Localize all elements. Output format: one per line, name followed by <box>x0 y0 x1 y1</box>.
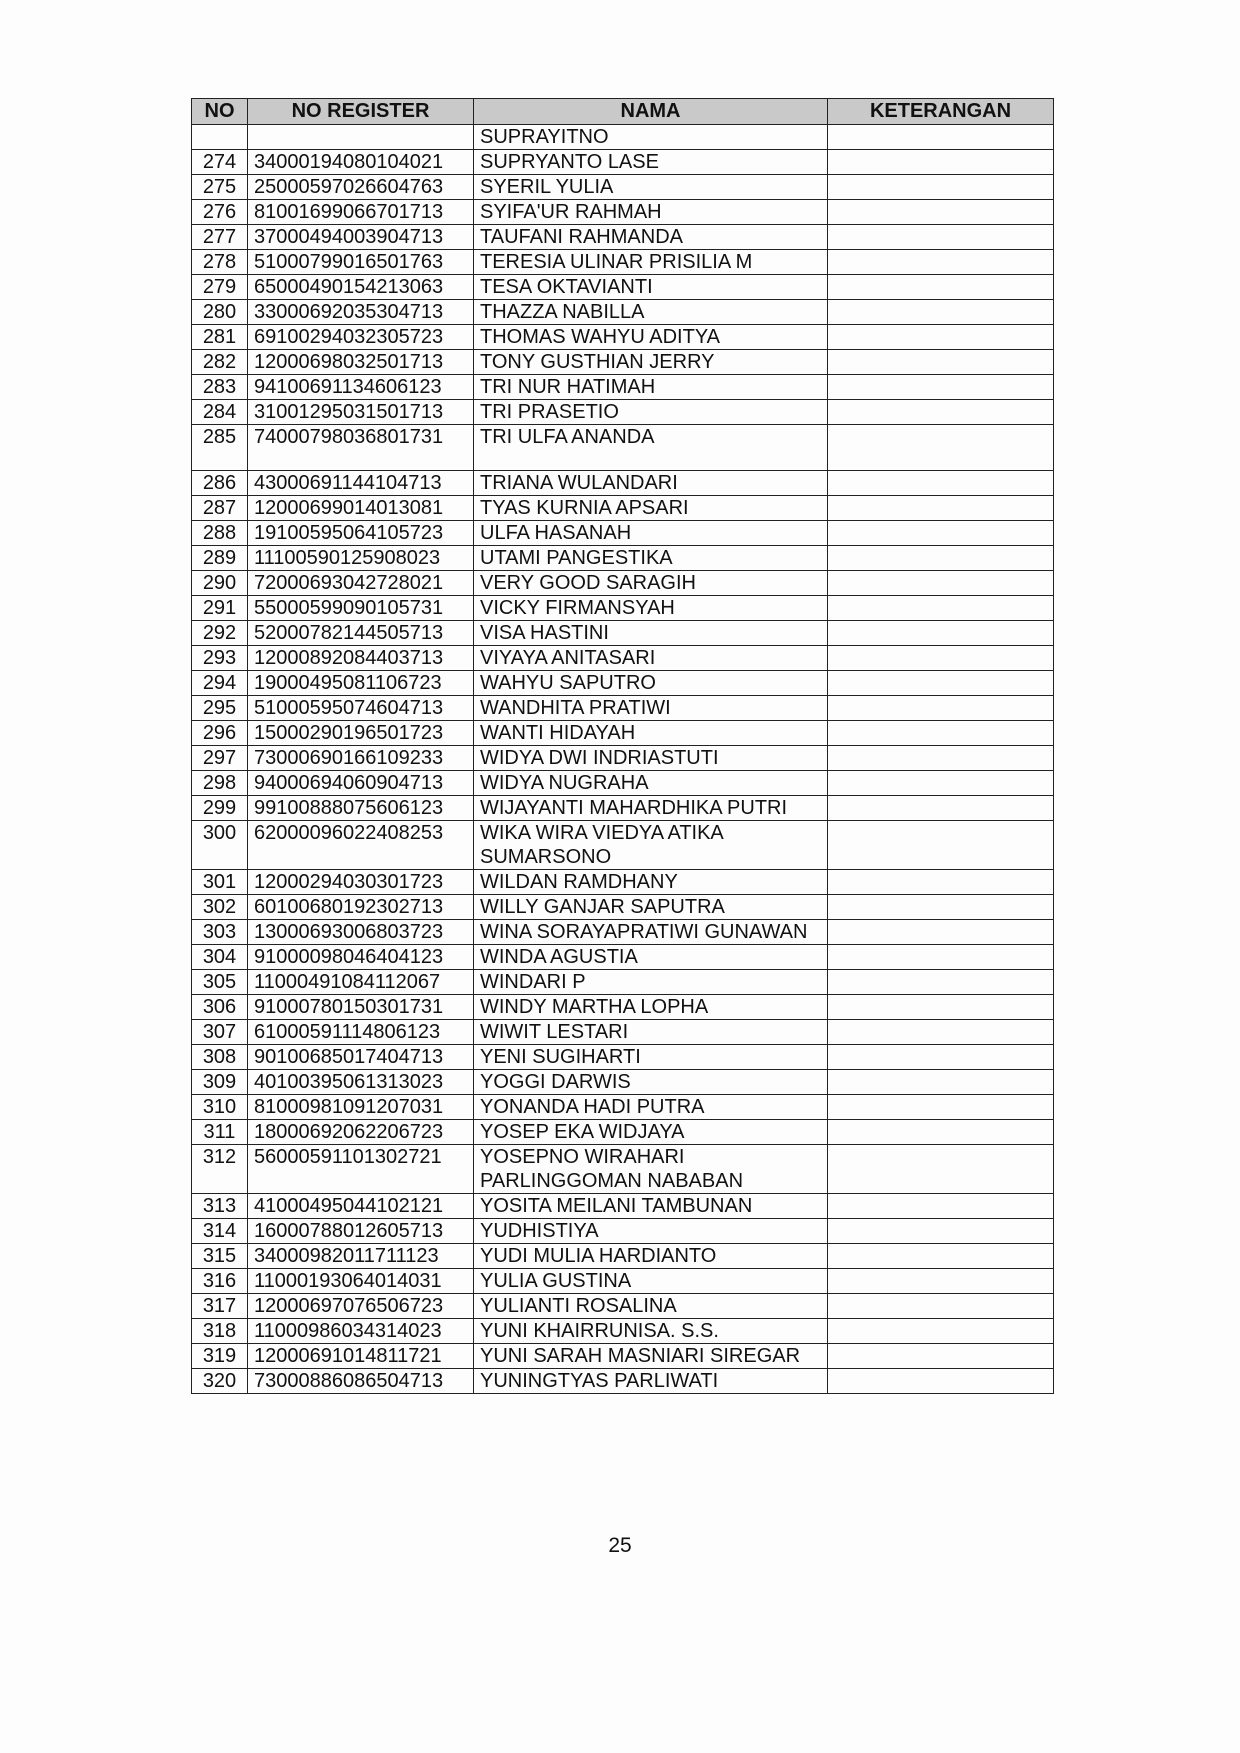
cell-nama: TRIANA WULANDARI <box>474 471 828 496</box>
cell-no: 276 <box>192 200 248 225</box>
cell-no: 316 <box>192 1269 248 1294</box>
table-row <box>192 721 1054 746</box>
cell-no-register: 11000193064014031 <box>248 1269 474 1294</box>
table-row <box>192 596 1054 621</box>
cell-no: 291 <box>192 596 248 621</box>
cell-no: 297 <box>192 746 248 771</box>
cell-no-register: 15000290196501723 <box>248 721 474 746</box>
cell-nama: WILDAN RAMDHANY <box>474 870 828 895</box>
cell-keterangan <box>828 1369 1054 1394</box>
cell-no: 289 <box>192 546 248 571</box>
table-row <box>192 1070 1054 1095</box>
cell-no: 303 <box>192 920 248 945</box>
table-row <box>192 1219 1054 1244</box>
cell-nama: WIWIT LESTARI <box>474 1020 828 1045</box>
header-nama: NAMA <box>474 99 828 125</box>
cell-no-register: 94100691134606123 <box>248 375 474 400</box>
cell-keterangan <box>828 1095 1054 1120</box>
cell-no-register: 19100595064105723 <box>248 521 474 546</box>
cell-keterangan <box>828 546 1054 571</box>
table-row <box>192 400 1054 425</box>
cell-no-register: 11100590125908023 <box>248 546 474 571</box>
cell-nama: WANTI HIDAYAH <box>474 721 828 746</box>
table-row <box>192 1369 1054 1394</box>
cell-nama: VIYAYA ANITASARI <box>474 646 828 671</box>
cell-no-register: 40100395061313023 <box>248 1070 474 1095</box>
cell-no: 288 <box>192 521 248 546</box>
cell-keterangan <box>828 646 1054 671</box>
cell-no: 320 <box>192 1369 248 1394</box>
cell-no-register: 90100685017404713 <box>248 1045 474 1070</box>
cell-no: 296 <box>192 721 248 746</box>
cell-keterangan <box>828 870 1054 895</box>
table-row <box>192 521 1054 546</box>
cell-keterangan <box>828 125 1054 150</box>
cell-nama: VERY GOOD SARAGIH <box>474 571 828 596</box>
cell-no: 282 <box>192 350 248 375</box>
table-row <box>192 895 1054 920</box>
cell-keterangan <box>828 596 1054 621</box>
cell-no <box>192 125 248 150</box>
cell-keterangan <box>828 671 1054 696</box>
cell-keterangan <box>828 821 1054 870</box>
table-row <box>192 646 1054 671</box>
cell-no: 313 <box>192 1194 248 1219</box>
cell-no-register: 41000495044102121 <box>248 1194 474 1219</box>
table-row <box>192 1344 1054 1369</box>
cell-keterangan <box>828 275 1054 300</box>
cell-nama: YULIANTI ROSALINA <box>474 1294 828 1319</box>
cell-no: 300 <box>192 821 248 870</box>
cell-no-register: 12000698032501713 <box>248 350 474 375</box>
cell-keterangan <box>828 1269 1054 1294</box>
cell-no: 311 <box>192 1120 248 1145</box>
cell-keterangan <box>828 1020 1054 1045</box>
cell-no: 314 <box>192 1219 248 1244</box>
table-row <box>192 471 1054 496</box>
cell-no: 286 <box>192 471 248 496</box>
cell-no-register: 34000982011711123 <box>248 1244 474 1269</box>
cell-keterangan <box>828 400 1054 425</box>
cell-nama: YOSEP EKA WIDJAYA <box>474 1120 828 1145</box>
cell-keterangan <box>828 300 1054 325</box>
cell-keterangan <box>828 250 1054 275</box>
cell-keterangan <box>828 1294 1054 1319</box>
table-row <box>192 746 1054 771</box>
cell-keterangan <box>828 200 1054 225</box>
cell-no-register: 25000597026604763 <box>248 175 474 200</box>
cell-nama: THAZZA NABILLA <box>474 300 828 325</box>
cell-no-register <box>248 125 474 150</box>
cell-nama: WIKA WIRA VIEDYA ATIKA SUMARSONO <box>474 821 828 870</box>
table-row <box>192 1020 1054 1045</box>
cell-keterangan <box>828 1219 1054 1244</box>
cell-keterangan <box>828 375 1054 400</box>
cell-no: 310 <box>192 1095 248 1120</box>
cell-no: 307 <box>192 1020 248 1045</box>
cell-keterangan <box>828 621 1054 646</box>
table-row <box>192 375 1054 400</box>
cell-no-register: 73000690166109233 <box>248 746 474 771</box>
cell-no: 305 <box>192 970 248 995</box>
cell-nama: TRI ULFA ANANDA <box>474 425 828 471</box>
cell-no-register: 13000693006803723 <box>248 920 474 945</box>
cell-no: 275 <box>192 175 248 200</box>
cell-no: 308 <box>192 1045 248 1070</box>
cell-nama: WIJAYANTI MAHARDHIKA PUTRI <box>474 796 828 821</box>
cell-keterangan <box>828 1070 1054 1095</box>
cell-nama: SUPRYANTO LASE <box>474 150 828 175</box>
cell-keterangan <box>828 746 1054 771</box>
table-row <box>192 920 1054 945</box>
cell-nama: WIDYA DWI INDRIASTUTI <box>474 746 828 771</box>
cell-no-register: 12000892084403713 <box>248 646 474 671</box>
table-row <box>192 496 1054 521</box>
table-row <box>192 796 1054 821</box>
cell-keterangan <box>828 721 1054 746</box>
cell-no: 278 <box>192 250 248 275</box>
table-row <box>192 250 1054 275</box>
cell-no: 309 <box>192 1070 248 1095</box>
table-row <box>192 970 1054 995</box>
cell-no: 293 <box>192 646 248 671</box>
cell-no: 292 <box>192 621 248 646</box>
cell-nama: YULIA GUSTINA <box>474 1269 828 1294</box>
cell-no-register: 60100680192302713 <box>248 895 474 920</box>
cell-no-register: 34000194080104021 <box>248 150 474 175</box>
cell-no-register: 12000697076506723 <box>248 1294 474 1319</box>
cell-keterangan <box>828 895 1054 920</box>
cell-nama: YUDI MULIA HARDIANTO <box>474 1244 828 1269</box>
cell-nama: VISA HASTINI <box>474 621 828 646</box>
cell-no: 304 <box>192 945 248 970</box>
cell-keterangan <box>828 1120 1054 1145</box>
cell-keterangan <box>828 920 1054 945</box>
cell-no-register: 51000595074604713 <box>248 696 474 721</box>
table-row <box>192 1045 1054 1070</box>
cell-no-register: 31001295031501713 <box>248 400 474 425</box>
table-row <box>192 200 1054 225</box>
cell-no-register: 11000986034314023 <box>248 1319 474 1344</box>
cell-nama: SUPRAYITNO <box>474 125 828 150</box>
cell-no: 302 <box>192 895 248 920</box>
cell-no: 283 <box>192 375 248 400</box>
table-row <box>192 225 1054 250</box>
cell-keterangan <box>828 1045 1054 1070</box>
cell-no: 298 <box>192 771 248 796</box>
cell-nama: WANDHITA PRATIWI <box>474 696 828 721</box>
cell-nama: ULFA HASANAH <box>474 521 828 546</box>
cell-no: 284 <box>192 400 248 425</box>
cell-keterangan <box>828 1344 1054 1369</box>
cell-no: 306 <box>192 995 248 1020</box>
cell-nama: WINA SORAYAPRATIWI GUNAWAN <box>474 920 828 945</box>
cell-no-register: 11000491084112067 <box>248 970 474 995</box>
cell-keterangan <box>828 496 1054 521</box>
cell-keterangan <box>828 995 1054 1020</box>
cell-nama: SYERIL YULIA <box>474 175 828 200</box>
cell-nama: YUNI KHAIRRUNISA. S.S. <box>474 1319 828 1344</box>
cell-no-register: 16000788012605713 <box>248 1219 474 1244</box>
cell-nama: VICKY FIRMANSYAH <box>474 596 828 621</box>
table-row <box>192 546 1054 571</box>
table-row <box>192 1194 1054 1219</box>
table-row <box>192 995 1054 1020</box>
cell-no-register: 91000098046404123 <box>248 945 474 970</box>
table-row <box>192 325 1054 350</box>
cell-no: 285 <box>192 425 248 471</box>
cell-no: 287 <box>192 496 248 521</box>
cell-no-register: 33000692035304713 <box>248 300 474 325</box>
cell-no: 281 <box>192 325 248 350</box>
cell-no-register: 18000692062206723 <box>248 1120 474 1145</box>
table-row <box>192 1244 1054 1269</box>
table-row <box>192 821 1054 870</box>
cell-nama: YOSEPNO WIRAHARI PARLINGGOMAN NABABAN <box>474 1145 828 1194</box>
cell-no: 318 <box>192 1319 248 1344</box>
table-body <box>192 125 1054 1394</box>
cell-no-register: 74000798036801731 <box>248 425 474 471</box>
cell-keterangan <box>828 325 1054 350</box>
cell-no-register: 37000494003904713 <box>248 225 474 250</box>
table-row <box>192 1294 1054 1319</box>
table-row <box>192 350 1054 375</box>
cell-nama: TYAS KURNIA APSARI <box>474 496 828 521</box>
cell-nama: THOMAS WAHYU ADITYA <box>474 325 828 350</box>
cell-nama: SYIFA'UR RAHMAH <box>474 200 828 225</box>
table-row <box>192 771 1054 796</box>
cell-no-register: 81001699066701713 <box>248 200 474 225</box>
cell-nama: WAHYU SAPUTRO <box>474 671 828 696</box>
table-row <box>192 1269 1054 1294</box>
table-row <box>192 1145 1054 1194</box>
header-no-register: NO REGISTER <box>248 99 474 125</box>
cell-no-register: 19000495081106723 <box>248 671 474 696</box>
cell-keterangan <box>828 150 1054 175</box>
cell-no-register: 52000782144505713 <box>248 621 474 646</box>
cell-nama: TAUFANI RAHMANDA <box>474 225 828 250</box>
cell-no: 274 <box>192 150 248 175</box>
cell-no-register: 55000599090105731 <box>248 596 474 621</box>
cell-no: 317 <box>192 1294 248 1319</box>
cell-nama: WILLY GANJAR SAPUTRA <box>474 895 828 920</box>
cell-no-register: 12000294030301723 <box>248 870 474 895</box>
table-row <box>192 671 1054 696</box>
cell-keterangan <box>828 945 1054 970</box>
cell-keterangan <box>828 175 1054 200</box>
cell-nama: YUNI SARAH MASNIARI SIREGAR <box>474 1344 828 1369</box>
cell-keterangan <box>828 696 1054 721</box>
cell-no: 294 <box>192 671 248 696</box>
cell-no: 280 <box>192 300 248 325</box>
cell-no: 295 <box>192 696 248 721</box>
table-row <box>192 150 1054 175</box>
cell-nama: YUNINGTYAS PARLIWATI <box>474 1369 828 1394</box>
register-table <box>191 98 1054 1394</box>
table-row <box>192 300 1054 325</box>
table-row <box>192 275 1054 300</box>
cell-nama: WINDY MARTHA LOPHA <box>474 995 828 1020</box>
table-row <box>192 945 1054 970</box>
cell-no-register: 65000490154213063 <box>248 275 474 300</box>
cell-no: 301 <box>192 870 248 895</box>
cell-no-register: 12000699014013081 <box>248 496 474 521</box>
table-row <box>192 621 1054 646</box>
cell-nama: TRI PRASETIO <box>474 400 828 425</box>
cell-nama: YOGGI DARWIS <box>474 1070 828 1095</box>
cell-nama: YENI SUGIHARTI <box>474 1045 828 1070</box>
cell-keterangan <box>828 1145 1054 1194</box>
cell-no-register: 94000694060904713 <box>248 771 474 796</box>
cell-keterangan <box>828 471 1054 496</box>
cell-nama: WINDARI P <box>474 970 828 995</box>
cell-no-register: 81000981091207031 <box>248 1095 474 1120</box>
table-row <box>192 1120 1054 1145</box>
cell-no-register: 43000691144104713 <box>248 471 474 496</box>
cell-nama: TERESIA ULINAR PRISILIA M <box>474 250 828 275</box>
cell-no-register: 69100294032305723 <box>248 325 474 350</box>
cell-nama: TRI NUR HATIMAH <box>474 375 828 400</box>
cell-keterangan <box>828 350 1054 375</box>
cell-nama: UTAMI PANGESTIKA <box>474 546 828 571</box>
cell-no: 277 <box>192 225 248 250</box>
cell-nama: YONANDA HADI PUTRA <box>474 1095 828 1120</box>
cell-no-register: 12000691014811721 <box>248 1344 474 1369</box>
cell-no: 290 <box>192 571 248 596</box>
cell-keterangan <box>828 425 1054 471</box>
cell-keterangan <box>828 1244 1054 1269</box>
table-row <box>192 175 1054 200</box>
table-row <box>192 1095 1054 1120</box>
cell-keterangan <box>828 1319 1054 1344</box>
cell-nama: YOSITA MEILANI TAMBUNAN <box>474 1194 828 1219</box>
cell-no-register: 51000799016501763 <box>248 250 474 275</box>
table-row <box>192 870 1054 895</box>
cell-nama: YUDHISTIYA <box>474 1219 828 1244</box>
cell-no: 279 <box>192 275 248 300</box>
cell-no-register: 99100888075606123 <box>248 796 474 821</box>
cell-keterangan <box>828 521 1054 546</box>
cell-no-register: 91000780150301731 <box>248 995 474 1020</box>
cell-no-register: 73000886086504713 <box>248 1369 474 1394</box>
cell-no: 312 <box>192 1145 248 1194</box>
cell-nama: WINDA AGUSTIA <box>474 945 828 970</box>
cell-keterangan <box>828 1194 1054 1219</box>
cell-keterangan <box>828 225 1054 250</box>
table-row <box>192 1319 1054 1344</box>
table-row <box>192 571 1054 596</box>
table-header-row <box>192 99 1054 125</box>
cell-nama: WIDYA NUGRAHA <box>474 771 828 796</box>
table-row <box>192 125 1054 150</box>
cell-no: 315 <box>192 1244 248 1269</box>
cell-no-register: 56000591101302721 <box>248 1145 474 1194</box>
cell-no-register: 62000096022408253 <box>248 821 474 870</box>
cell-keterangan <box>828 571 1054 596</box>
cell-no: 299 <box>192 796 248 821</box>
cell-keterangan <box>828 796 1054 821</box>
cell-no-register: 72000693042728021 <box>248 571 474 596</box>
cell-no-register: 61000591114806123 <box>248 1020 474 1045</box>
header-keterangan: KETERANGAN <box>828 99 1054 125</box>
cell-no: 319 <box>192 1344 248 1369</box>
page-number: 25 <box>608 1534 632 1557</box>
cell-keterangan <box>828 970 1054 995</box>
header-no: NO <box>192 99 248 125</box>
table-row <box>192 425 1054 471</box>
cell-nama: TESA OKTAVIANTI <box>474 275 828 300</box>
cell-keterangan <box>828 771 1054 796</box>
cell-nama: TONY GUSTHIAN JERRY <box>474 350 828 375</box>
table-row <box>192 696 1054 721</box>
